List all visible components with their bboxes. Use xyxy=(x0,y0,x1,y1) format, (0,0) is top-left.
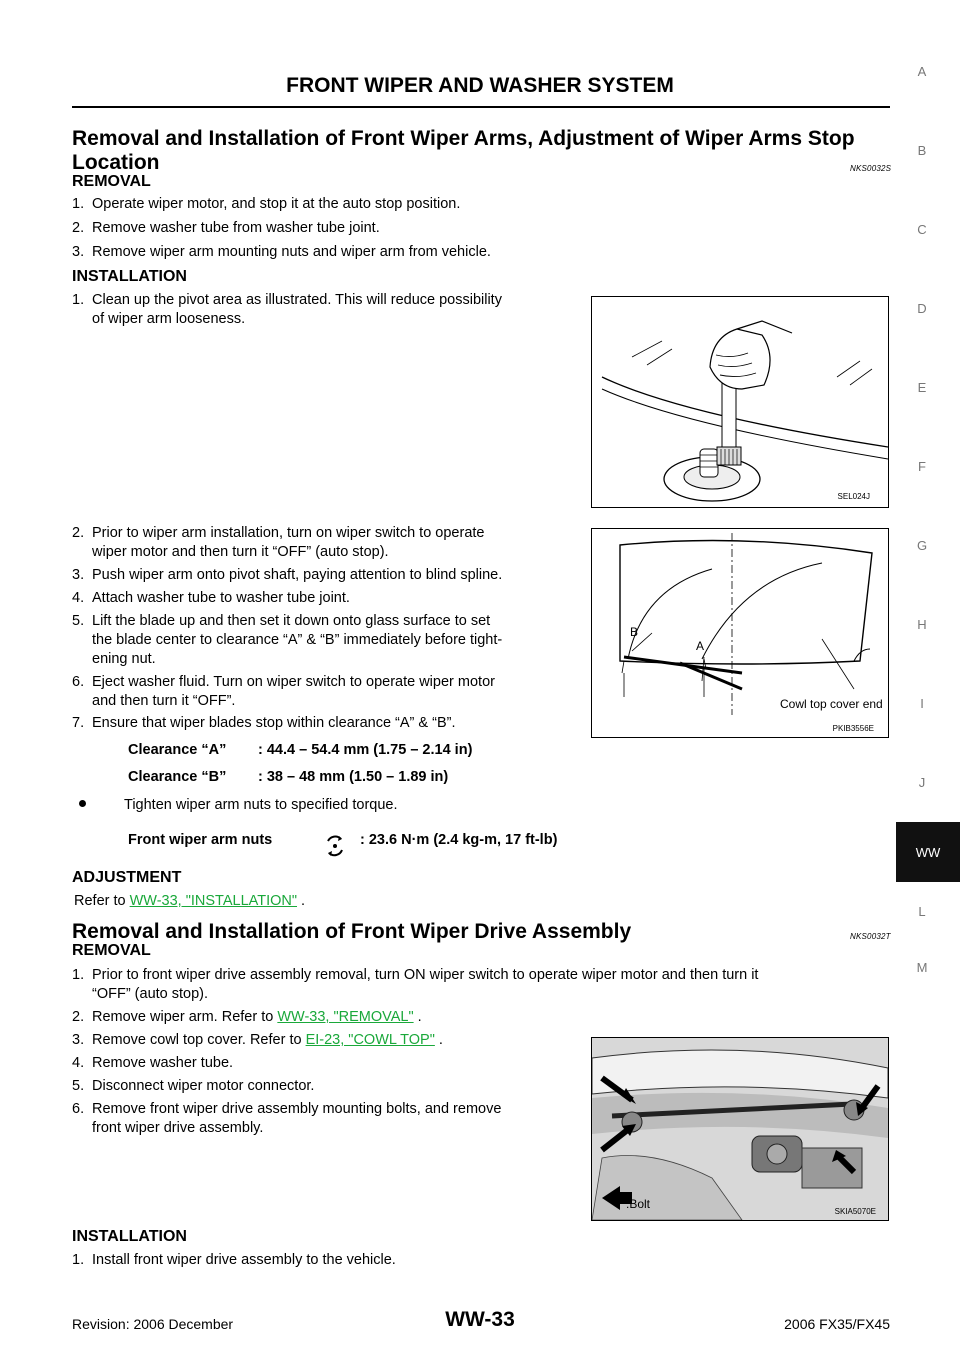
figure-label-a: A xyxy=(696,639,705,653)
wiper-drive-assembly-photo xyxy=(592,1038,888,1220)
removal-step-2: 2. Remove washer tube from washer tube joint. xyxy=(72,220,380,236)
header-rule xyxy=(72,106,890,108)
sidebar-letter-b[interactable]: B xyxy=(917,143,927,158)
installation-heading: INSTALLATION xyxy=(72,268,187,285)
installation-step-3: 3. Push wiper arm onto pivot shaft, paying attention to blind spline. xyxy=(72,567,503,583)
clearance-a-value: : 44.4 – 54.4 mm (1.75 – 2.14 in) xyxy=(258,742,473,758)
sidebar-letter-a[interactable]: A xyxy=(917,64,927,79)
bullet-dot-icon xyxy=(79,800,86,807)
link-ww33-removal[interactable]: WW-33, "REMOVAL" xyxy=(277,1009,414,1025)
footer-page-number: WW-33 xyxy=(445,1308,515,1331)
figure-code-skia5070e: SKIA5070E xyxy=(834,1207,876,1216)
section1-title-line2: Location xyxy=(72,151,160,174)
installation-step-5: 5. Lift the blade up and then set it down onto glass surface to set the blade center to clearance “A” & “B” immediately before tight- ening nut. xyxy=(72,613,503,667)
clearance-b-label: Clearance “B” xyxy=(128,769,227,785)
sidebar-letter-j[interactable]: J xyxy=(918,775,926,790)
clearance-b-value: : 38 – 48 mm (1.50 – 1.89 in) xyxy=(258,769,449,785)
installation-step-2: 2. Prior to wiper arm installation, turn on wiper switch to operate wiper motor and then turn it “OFF” (auto stop). xyxy=(72,525,485,560)
figure-code-sel024j: SEL024J xyxy=(837,492,870,501)
adjustment-refer: Refer to WW-33, "INSTALLATION" . xyxy=(74,893,306,909)
page-header-title: FRONT WIPER AND WASHER SYSTEM xyxy=(286,74,674,97)
figure-legend-bolt: :Bolt xyxy=(626,1197,651,1211)
section2-removal-step-1: 1. Prior to front wiper drive assembly removal, turn ON wiper switch to operate wiper motor and then turn it “OFF” (auto stop). xyxy=(72,967,759,1002)
section2-installation-heading: INSTALLATION xyxy=(72,1228,187,1245)
section2-removal-step-4: 4. Remove washer tube. xyxy=(72,1055,234,1071)
clearance-a-label: Clearance “A” xyxy=(128,742,227,758)
section1-code: NKS0032S xyxy=(850,164,892,173)
installation-step-4: 4. Attach washer tube to washer tube joint. xyxy=(72,590,350,606)
sidebar-letter-h[interactable]: H xyxy=(917,617,927,632)
figure-wiper-drive-assembly xyxy=(591,1037,889,1221)
section2-removal-step-5: 5. Disconnect wiper motor connector. xyxy=(72,1078,315,1094)
sidebar-tab-ww[interactable]: WW xyxy=(896,822,960,882)
figure-label-cowl-top-cover-end: Cowl top cover end xyxy=(780,697,883,711)
section2-removal-step-6: 6. Remove front wiper drive assembly mounting bolts, and remove front wiper drive assembly. xyxy=(72,1101,502,1136)
section2-installation-step-1: 1. Install front wiper drive assembly to the vehicle. xyxy=(72,1252,396,1268)
removal-heading: REMOVAL xyxy=(72,173,151,190)
link-ei23-cowl-top[interactable]: EI-23, "COWL TOP" xyxy=(305,1032,435,1048)
link-ww33-installation[interactable]: WW-33, "INSTALLATION" xyxy=(129,893,298,909)
torque-wrench-icon xyxy=(323,834,347,863)
figure-pivot-cleaning xyxy=(591,296,889,508)
section2-code: NKS0032T xyxy=(850,932,891,941)
sidebar-letter-f[interactable]: F xyxy=(918,459,926,474)
sidebar-letter-e[interactable]: E xyxy=(917,380,927,395)
footer-model: 2006 FX35/FX45 xyxy=(784,1316,890,1332)
torque-bullet-text: Tighten wiper arm nuts to specified torque. xyxy=(124,797,398,813)
torque-value: : 23.6 N·m (2.4 kg-m, 17 ft-lb) xyxy=(360,832,558,848)
installation-step-7: 7. Ensure that wiper blades stop within clearance “A” & “B”. xyxy=(72,715,456,731)
adjustment-heading: ADJUSTMENT xyxy=(72,869,182,886)
removal-step-3: 3. Remove wiper arm mounting nuts and wiper arm from vehicle. xyxy=(72,244,491,260)
installation-step-1: 1. Clean up the pivot area as illustrated. This will reduce possibility of wiper arm looseness. xyxy=(72,292,502,327)
sidebar-letter-d[interactable]: D xyxy=(917,301,927,316)
removal-step-1: 1. Operate wiper motor, and stop it at the auto stop position. xyxy=(72,196,461,212)
sidebar-letter-g[interactable]: G xyxy=(916,538,928,553)
figure-wiper-clearance xyxy=(591,528,889,738)
footer-revision: Revision: 2006 December xyxy=(72,1316,234,1332)
section2-removal-step-3: 3. Remove cowl top cover. Refer to EI-23, "COWL TOP" . xyxy=(72,1032,443,1048)
torque-label: Front wiper arm nuts xyxy=(128,832,273,848)
installation-step-6: 6. Eject washer fluid. Turn on wiper switch to operate wiper motor and then turn it “OFF”. xyxy=(72,674,495,709)
sidebar-letter-i[interactable]: I xyxy=(920,696,924,711)
section2-removal-step-2: 2. Remove wiper arm. Refer to WW-33, "REMOVAL" . xyxy=(72,1009,422,1025)
section2-removal-heading: REMOVAL xyxy=(72,942,151,959)
sidebar-letter-l[interactable]: L xyxy=(918,904,926,919)
section1-title-line1: Removal and Installation of Front Wiper Arms, Adjustment of Wiper Arms Stop xyxy=(72,127,855,150)
figure-code-pkib3556e: PKIB3556E xyxy=(832,724,874,733)
pivot-cleaning-illustration xyxy=(592,297,888,507)
section2-title: Removal and Installation of Front Wiper Drive Assembly xyxy=(72,920,632,943)
sidebar-letter-m[interactable]: M xyxy=(916,960,928,975)
figure-label-b: B xyxy=(630,625,639,639)
sidebar-letter-c[interactable]: C xyxy=(917,222,927,237)
